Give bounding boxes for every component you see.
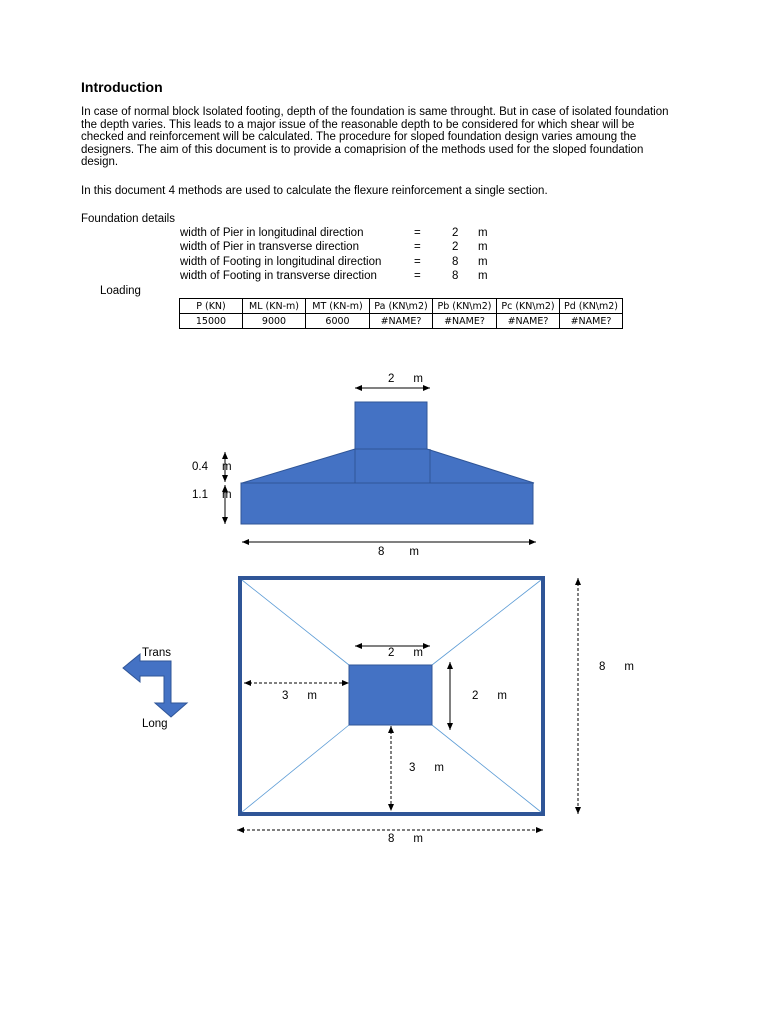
footing-base — [241, 483, 533, 524]
table-cell: #NAME? — [560, 314, 623, 329]
trans-label: Trans — [142, 647, 171, 659]
methods-paragraph: In this document 4 methods are used to calculate the flexure reinforcement a single section. — [81, 185, 548, 197]
detail-value: 8 — [452, 256, 459, 268]
detail-label: width of Pier in transverse direction — [180, 241, 359, 253]
elev-pier-width-label: 2 m — [388, 373, 423, 385]
pier-column — [355, 402, 427, 449]
table-header-cell: Pc (KN\m2) — [497, 299, 560, 314]
elevation-view — [225, 388, 536, 542]
detail-value: 2 — [452, 241, 459, 253]
elev-slope-depth-label: 0.4 m — [192, 461, 232, 473]
plan-view — [237, 578, 578, 830]
table-cell: #NAME? — [370, 314, 433, 329]
plan-left-offset-label: 3 m — [282, 690, 317, 702]
pier-plan — [349, 665, 432, 725]
detail-label: width of Footing in transverse direction — [180, 270, 377, 282]
detail-value: 2 — [452, 227, 459, 239]
table-cell: 15000 — [180, 314, 243, 329]
table-header-cell: P (KN) — [180, 299, 243, 314]
detail-eq: = — [414, 241, 421, 253]
plan-pier-height-label: 2 m — [472, 690, 507, 702]
plan-bottom-offset-label: 3 m — [409, 762, 444, 774]
foundation-details-heading: Foundation details — [81, 213, 175, 225]
detail-eq: = — [414, 256, 421, 268]
table-header-cell: ML (KN-m) — [243, 299, 306, 314]
detail-unit: m — [478, 227, 488, 239]
table-cell: 6000 — [306, 314, 370, 329]
table-header-cell: MT (KN-m) — [306, 299, 370, 314]
detail-label: width of Pier in longitudinal direction — [180, 227, 364, 239]
table-cell: #NAME? — [497, 314, 560, 329]
table-cell: 9000 — [243, 314, 306, 329]
table-header-cell: Pa (KN\m2) — [370, 299, 433, 314]
elev-footing-width-label: 8 m — [378, 546, 419, 558]
page-title: Introduction — [81, 79, 163, 95]
table-cell: #NAME? — [433, 314, 497, 329]
detail-label: width of Footing in longitudinal direction — [180, 256, 382, 268]
table-header-cell: Pd (KN\m2) — [560, 299, 623, 314]
table-header-cell: Pb (KN\m2) — [433, 299, 497, 314]
long-label: Long — [142, 718, 168, 730]
loading-heading: Loading — [100, 285, 141, 297]
detail-unit: m — [478, 270, 488, 282]
plan-pier-width-label: 2 m — [388, 647, 423, 659]
elev-base-depth-label: 1.1 m — [192, 489, 232, 501]
detail-eq: = — [414, 270, 421, 282]
detail-value: 8 — [452, 270, 459, 282]
detail-unit: m — [478, 241, 488, 253]
detail-eq: = — [414, 227, 421, 239]
plan-footing-height-label: 8 m — [599, 661, 634, 673]
plan-footing-width-label: 8 m — [388, 833, 423, 845]
sloped-top — [242, 449, 534, 483]
direction-arrow-icon — [123, 654, 187, 717]
intro-paragraph: In case of normal block Isolated footing, depth of the foundation is same throught. But in case of isolated foundation the depth varies. This leads to a major issue of the reasonable depth to be considered for which shear will be checked and reinforcement will be calculated. The procedure for sloped foundation design varies amoung the designers. The aim of this document is to provide a comaprision of the methods used for the sloped foundation design. — [81, 106, 669, 169]
detail-unit: m — [478, 256, 488, 268]
